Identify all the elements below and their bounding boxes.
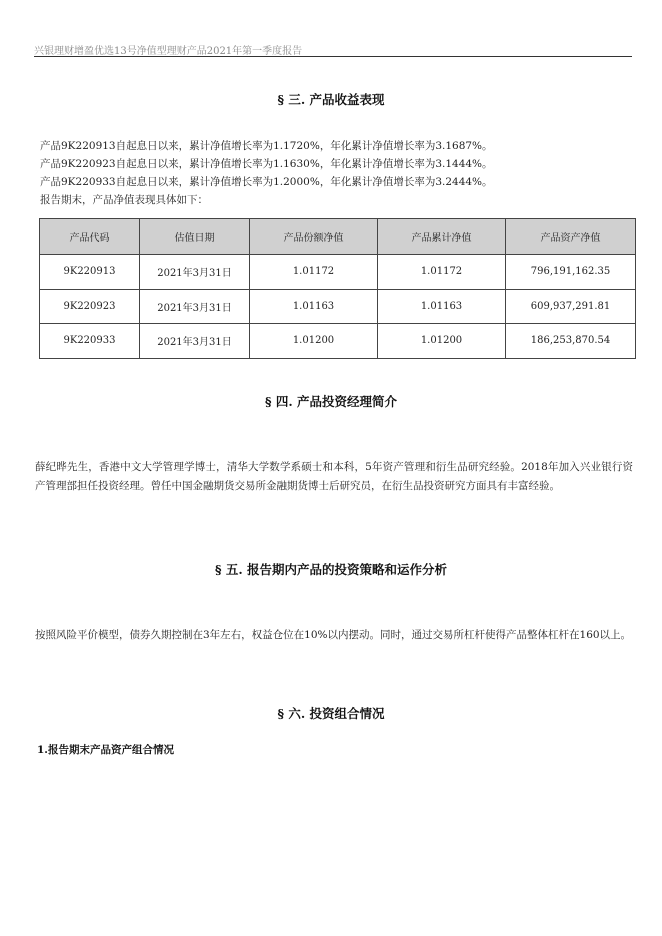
table-cell: 1.01163 — [250, 289, 378, 324]
table-row — [40, 324, 636, 359]
section-6-title: § 六. 投资组合情况 — [277, 706, 385, 721]
table-cell: 2021年3月31日 — [140, 324, 250, 359]
table-row — [40, 289, 636, 324]
table-header-cell: 产品份额净值 — [250, 219, 378, 255]
table-cell: 1.01172 — [250, 255, 378, 290]
header-divider — [34, 56, 632, 57]
section-6-subtitle: 1.报告期末产品资产组合情况 — [37, 744, 174, 756]
strategy-text: 按照风险平价模型，债券久期控制在3年左右，权益仓位在10%以内摆动。同时，通过交易所杠杆使得产品整体杠杆在160以上。 — [35, 629, 632, 641]
table-cell: 9K220913 — [40, 255, 140, 290]
table-header-cell: 估值日期 — [140, 219, 250, 255]
table-header-cell: 产品累计净值 — [378, 219, 506, 255]
table-cell: 609,937,291.81 — [506, 289, 636, 324]
table-header-row — [40, 219, 636, 255]
table-cell: 1.01200 — [378, 324, 506, 359]
page-header: 兴银理财增盈优选13号净值型理财产品2021年第一季度报告 — [34, 46, 303, 57]
table-cell: 1.01163 — [378, 289, 506, 324]
table-row — [40, 255, 636, 290]
table-cell: 2021年3月31日 — [140, 255, 250, 290]
section-4-title: § 四. 产品投资经理简介 — [264, 394, 398, 409]
table-cell: 9K220933 — [40, 324, 140, 359]
manager-bio: 薛纪晔先生，香港中文大学管理学博士，清华大学数学系硕士和本科，5年资产管理和衍生品研究经验。2018年加入兴业银行资产管理部担任投资经理。曾任中国金融期货交易所金融期货博士后研究员，在衍生品投资研究方面具有丰富经验。 — [35, 461, 633, 492]
table-cell: 2021年3月31日 — [140, 289, 250, 324]
table-header-cell: 产品资产净值 — [506, 219, 636, 255]
table-cell: 9K220923 — [40, 289, 140, 324]
return-line-1: 产品9K220913自起息日以来，累计净值增长率为1.1720%，年化累计净值增长率为3.1687%。 — [40, 140, 493, 152]
table-cell: 1.01172 — [378, 255, 506, 290]
section-5-title: § 五. 报告期内产品的投资策略和运作分析 — [214, 562, 448, 577]
table-cell: 796,191,162.35 — [506, 255, 636, 290]
table-cell: 1.01200 — [250, 324, 378, 359]
table-header-cell: 产品代码 — [40, 219, 140, 255]
table-cell: 186,253,870.54 — [506, 324, 636, 359]
section-3-title: § 三. 产品收益表现 — [277, 92, 385, 107]
return-line-3: 产品9K220933自起息日以来，累计净值增长率为1.2000%，年化累计净值增长率为3.2444%。 — [40, 176, 493, 188]
return-line-4: 报告期末，产品净值表现具体如下： — [40, 194, 208, 206]
nav-table — [39, 218, 636, 359]
return-line-2: 产品9K220923自起息日以来，累计净值增长率为1.1630%，年化累计净值增长率为3.1444%。 — [40, 158, 493, 170]
